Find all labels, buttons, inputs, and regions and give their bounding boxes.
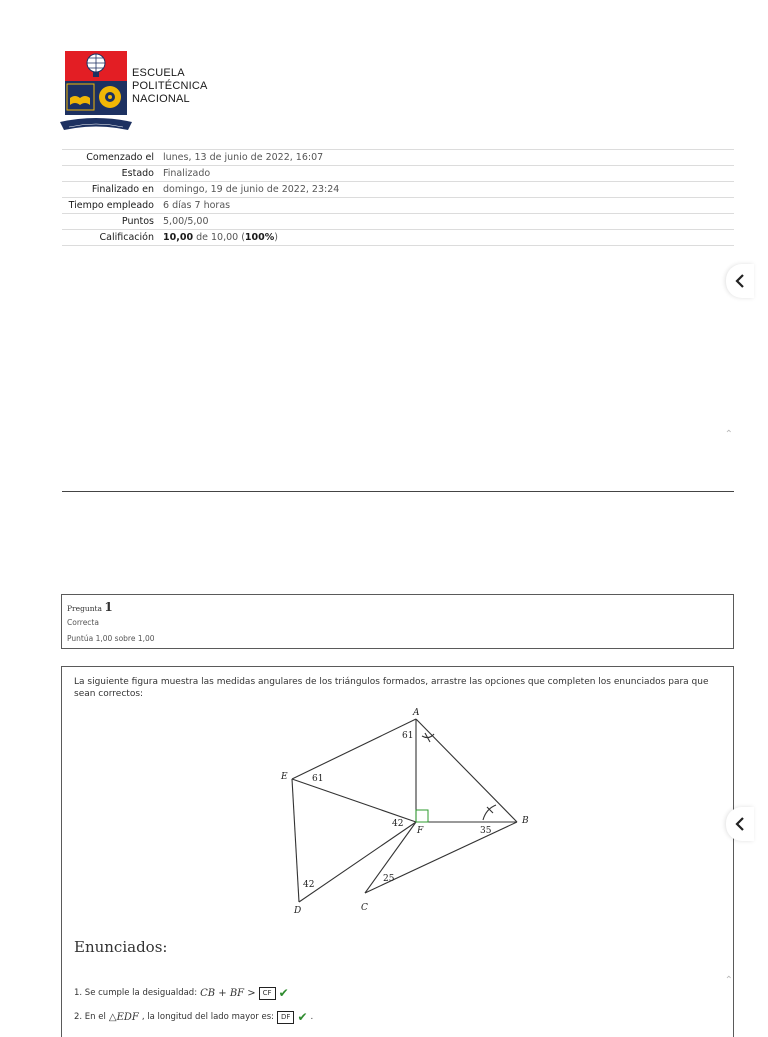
check-icon: ✔ (278, 986, 289, 1000)
chevron-up-icon: ⌃ (724, 975, 733, 986)
drop-zone-answer-2[interactable]: DF (277, 1011, 294, 1024)
point-label-E: E (281, 772, 288, 782)
open-drawer-button[interactable] (726, 264, 754, 298)
attempt-summary-table (62, 149, 734, 246)
statement-2-end: . (310, 1012, 314, 1022)
chevron-left-icon (734, 274, 746, 288)
geometry-figure (62, 667, 733, 927)
summary-label: Comenzado el (62, 150, 163, 166)
grade-score: 10,00 (163, 232, 194, 243)
drop-zone-answer-1[interactable]: CF (259, 987, 276, 1000)
segment-FD (299, 822, 416, 902)
statement-2-math: △EDF (108, 1011, 139, 1023)
enunciados-title: Enunciados: (74, 938, 168, 956)
chevron-left-icon (734, 817, 746, 831)
summary-value: domingo, 19 de junio de 2022, 23:24 (163, 182, 734, 198)
open-drawer-button-secondary[interactable] (726, 807, 754, 841)
back-to-top-button-secondary[interactable] (725, 975, 733, 986)
angle-label-E: 61 (312, 774, 324, 784)
grade-value (163, 230, 734, 246)
point-label-B: B (522, 816, 529, 826)
question-status: Correcta (67, 618, 99, 627)
angle-arc-B (483, 805, 496, 820)
summary-value: 6 días 7 horas (163, 198, 734, 214)
summary-row (62, 166, 734, 182)
angle-arc-A (422, 734, 434, 738)
summary-value: Finalizado (163, 166, 734, 182)
angle-label-D: 42 (303, 880, 315, 890)
question-text: La siguiente figura muestra las medidas angulares de los triángulos formados, arrastre las opciones que completen los enunciados para que sean correctos: (74, 677, 709, 699)
summary-row (62, 214, 734, 230)
point-label-C: C (361, 903, 368, 913)
summary-row (62, 198, 734, 214)
summary-label: Estado (62, 166, 163, 182)
question-points: Puntúa 1,00 sobre 1,00 (67, 634, 155, 643)
grade-of: de 10,00 ( (196, 232, 245, 243)
question-info (61, 594, 734, 649)
summary-label: Tiempo empleado (62, 198, 163, 214)
institution-name-line2: POLITÉCNICA (132, 80, 208, 92)
angle-label-C: 25 (383, 874, 395, 884)
grade-percent: 100% (244, 232, 275, 243)
summary-label: Finalizado en (62, 182, 163, 198)
segment-ED (292, 779, 299, 902)
question-number (67, 600, 113, 614)
institution-name-line3: NACIONAL (132, 93, 190, 105)
statement-1 (74, 986, 289, 1000)
chevron-up-icon: ⌃ (724, 429, 733, 440)
statement-2 (74, 1010, 313, 1024)
summary-value: 5,00/5,00 (163, 214, 734, 230)
statement-1-math: CB + BF > (200, 987, 256, 999)
right-angle-marker (416, 810, 428, 822)
section-divider (62, 491, 734, 492)
point-label-D: D (294, 906, 302, 916)
summary-label: Puntos (62, 214, 163, 230)
question-num: 1 (104, 600, 113, 614)
point-label-A: A (413, 708, 420, 718)
institution-name-line1: ESCUELA (132, 67, 185, 79)
angle-label-A: 61 (402, 731, 414, 741)
segment-AB (416, 719, 517, 822)
grade-close: ) (274, 232, 278, 243)
angle-label-F: 42 (392, 819, 404, 829)
institution-name (132, 67, 208, 106)
point-label-F: F (417, 826, 424, 836)
summary-row (62, 150, 734, 166)
summary-row (62, 182, 734, 198)
question-prefix: Pregunta (67, 604, 103, 613)
angle-label-B: 35 (480, 826, 492, 836)
statement-2-text: 2. En el (74, 1012, 106, 1022)
summary-value: lunes, 13 de junio de 2022, 16:07 (163, 150, 734, 166)
summary-row-grade (62, 230, 734, 246)
segment-AE (292, 719, 416, 779)
question-content (61, 666, 734, 1037)
grade-label: Calificación (62, 230, 163, 246)
statement-1-text: 1. Se cumple la desigualdad: (74, 988, 198, 998)
segment-EF (292, 779, 416, 822)
back-to-top-button[interactable] (725, 429, 733, 440)
check-icon: ✔ (297, 1010, 308, 1024)
statement-2-mid: , la longitud del lado mayor es: (141, 1012, 275, 1022)
